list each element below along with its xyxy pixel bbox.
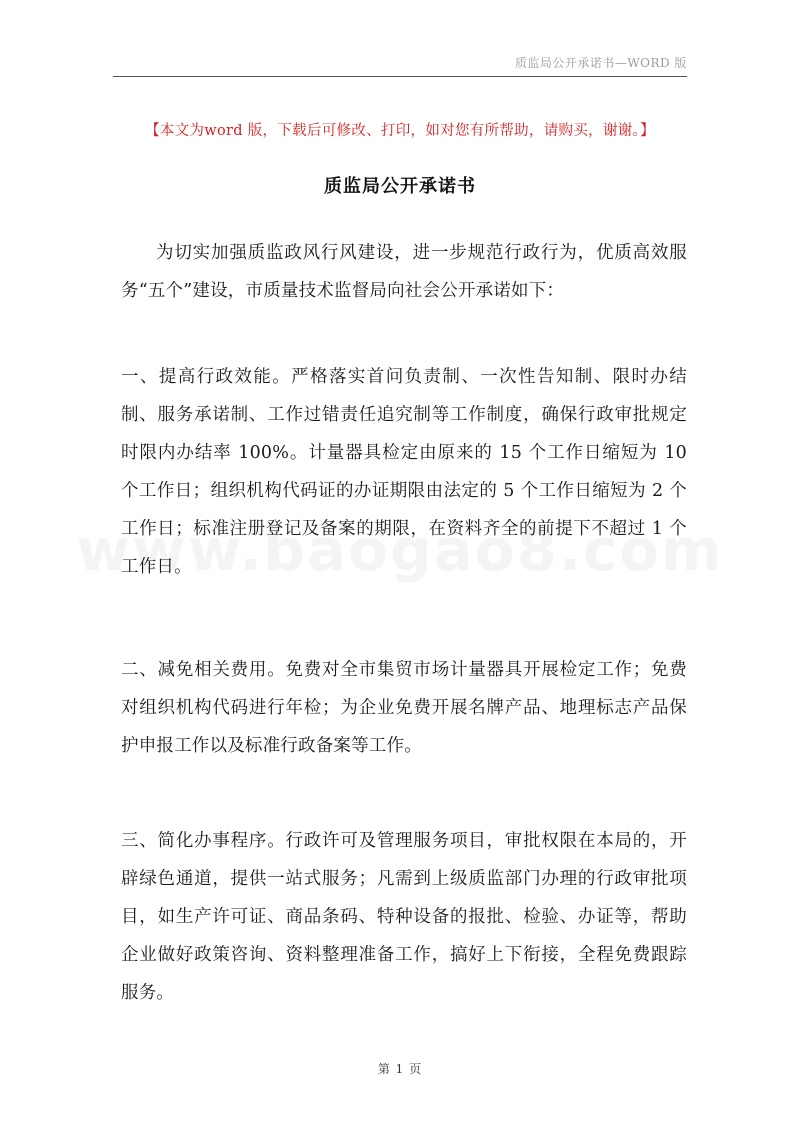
intro-paragraph: 为切实加强质监政风行风建设，进一步规范行政行为，优质高效服务“五个”建设，市质量技术监督局向社会公开承诺如下：: [121, 243, 687, 301]
section-paragraph-2: 二、减免相关费用。免费对全市集贸市场计量器具开展检定工作；免费对组织机构代码进行年检；为企业免费开展名牌产品、地理标志产品保护申报工作以及标准行政备案等工作。: [121, 660, 687, 756]
section-paragraph-1: 一、提高行政效能。严格落实首问负责制、一次性告知制、限时办结制、服务承诺制、工作过错责任追究制等工作制度，确保行政审批规定时限内办结率 100%。计量器具检定由原来的 15 个工作日缩短为 10 个工作日；组织机构代码证的办证期限由法定的 5 个工作日缩短为 2 个工作日；标准注册登记及备案的期限，在资料齐全的前提下不超过 1 个工作日。: [121, 367, 688, 577]
running-header: 质监局公开承诺书—WORD 版: [514, 56, 687, 70]
header-divider: [113, 76, 687, 77]
page-number: 第 1 页: [377, 1062, 423, 1076]
watermark: [0, 516, 800, 584]
section-paragraph-3: 三、简化办事程序。行政许可及管理服务项目，审批权限在本局的，开辟绿色通道，提供一站式服务；凡需到上级质监部门办理的行政审批项目，如生产许可证、商品条码、特种设备的报批、检验、办证等，帮助企业做好政策咨询、资料整理准备工作，搞好上下衔接，全程免费跟踪服务。: [121, 831, 687, 1003]
page-title: 质监局公开承诺书: [324, 176, 476, 197]
purchase-notice: 【本文为word 版，下载后可修改、打印，如对您有所帮助，请购买，谢谢。】: [145, 123, 655, 139]
